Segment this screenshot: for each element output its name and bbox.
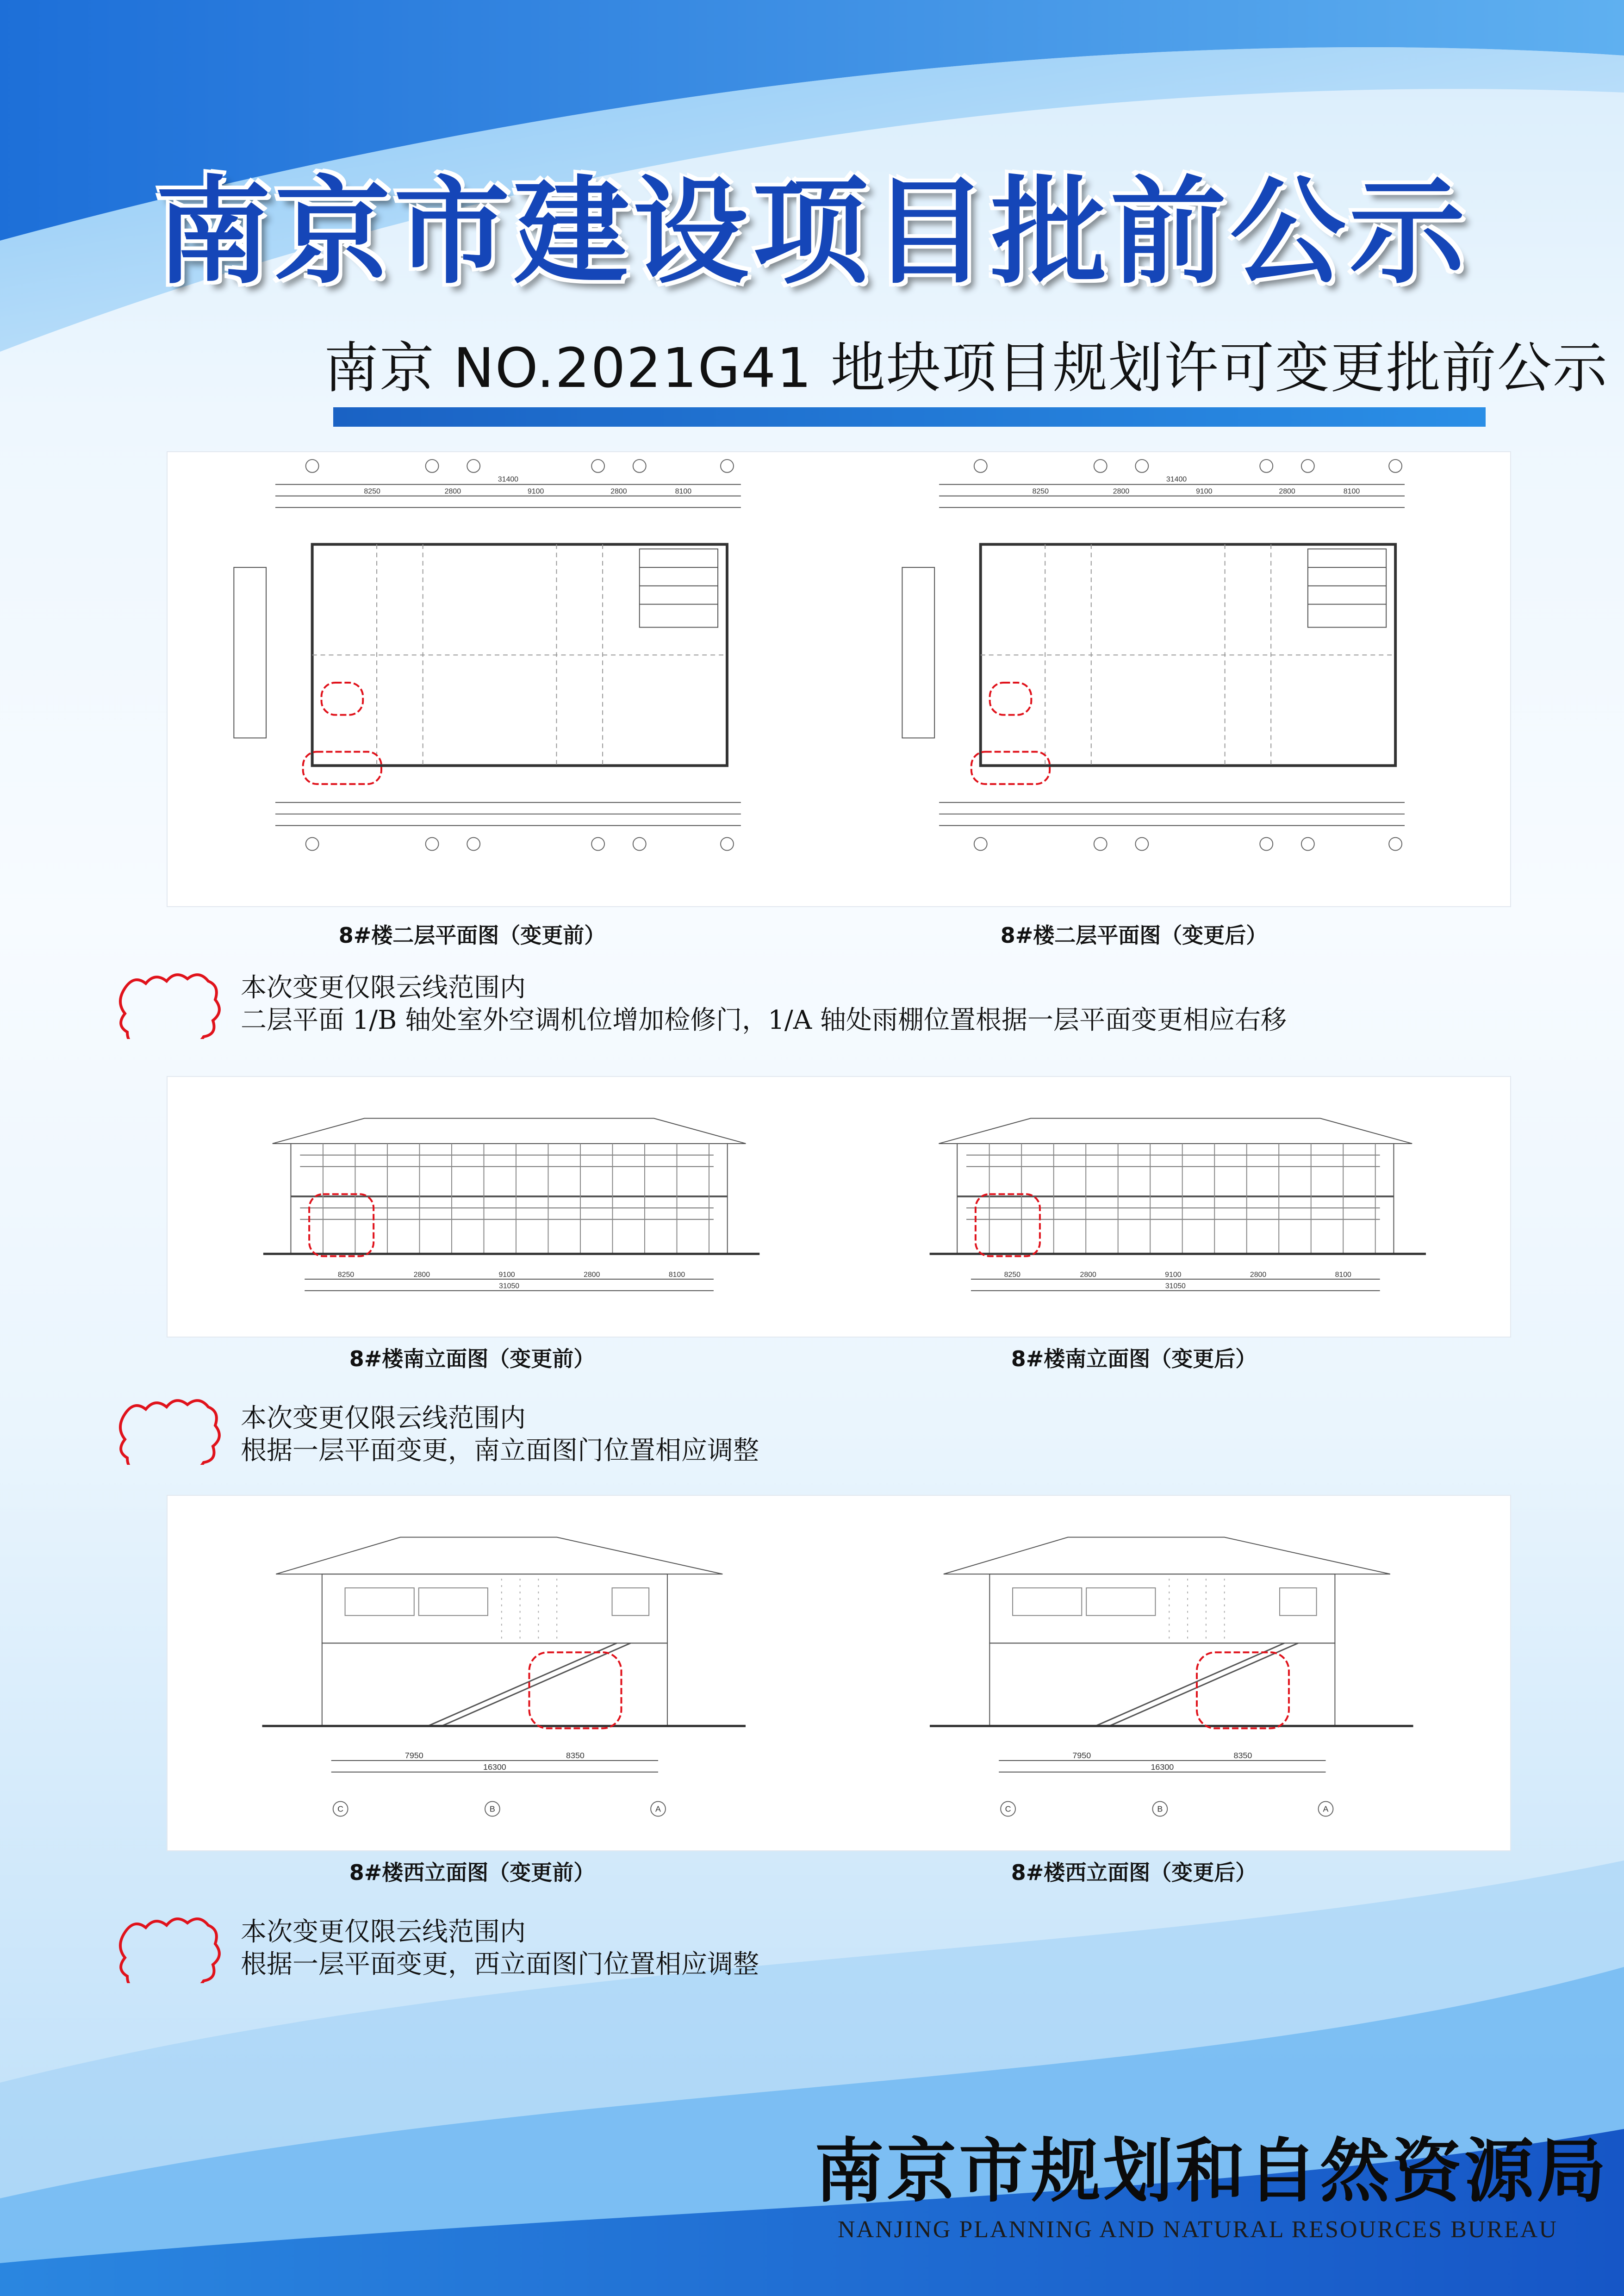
project-subtitle: 南京 NO.2021G41 地块项目规划许可变更批前公示 (324, 336, 1608, 400)
floor-plan-drawings (168, 452, 1510, 906)
revision-cloud (529, 1652, 621, 1728)
south-dim-2: 2800 (413, 1270, 430, 1279)
plan-dim-4-after: 2800 (1279, 487, 1295, 496)
plan-dim-1-after: 8250 (1032, 487, 1049, 496)
plan-total-dim-after: 31400 (1166, 475, 1187, 484)
west-dim-2: 8350 (566, 1751, 585, 1761)
west-axis-c-after: C (1005, 1804, 1011, 1814)
revision-cloud (303, 752, 381, 784)
south-elevation-drawings (168, 1077, 1510, 1337)
west-elevation-drawings (168, 1496, 1510, 1850)
subtitle-rule (333, 407, 1486, 427)
plan-dim-1: 8250 (364, 487, 380, 496)
west-before-caption: 8#楼西立面图（变更前） (349, 1860, 595, 1885)
west-axis-b: B (489, 1804, 495, 1814)
plan-note (241, 972, 1287, 1037)
south-after (930, 1118, 1426, 1290)
south-before (263, 1118, 759, 1290)
west-dim-1: 7950 (404, 1751, 423, 1761)
west-dim-2-after: 8350 (1233, 1751, 1252, 1761)
plan-dim-4: 2800 (610, 487, 627, 496)
revision-cloud (976, 1194, 1040, 1256)
bureau-name-cn: 南京市规划和自然资源局 (815, 2130, 1609, 2212)
plan-before-caption: 8#楼二层平面图（变更前） (338, 923, 606, 948)
plan-dim-2-after: 2800 (1113, 487, 1130, 496)
west-note (241, 1916, 759, 1981)
revision-cloud (990, 683, 1032, 715)
plan-total-dim: 31400 (498, 475, 519, 484)
south-total-after: 31050 (1165, 1282, 1186, 1290)
legend-revision-cloud (116, 970, 227, 1039)
south-elevation-panel (167, 1076, 1511, 1338)
west-elevation-panel (167, 1495, 1511, 1851)
plan-before (234, 485, 741, 826)
south-dim-2-after: 2800 (1080, 1270, 1096, 1279)
south-dim-3-after: 9100 (1165, 1270, 1182, 1279)
bureau-name-en: NANJING PLANNING AND NATURAL RESOURCES BUREAU (838, 2216, 1558, 2243)
plan-dim-3-after: 9100 (1196, 487, 1213, 496)
west-axis-c: C (337, 1804, 344, 1814)
south-total: 31050 (499, 1282, 520, 1290)
note-line: 本次变更仅限云线范围内 (241, 1917, 526, 1947)
revision-cloud (322, 683, 363, 715)
west-axis-a-after: A (1323, 1804, 1329, 1814)
south-note (241, 1402, 759, 1467)
page-title: 南京市建设项目批前公示 (155, 163, 1469, 299)
west-axis-a: A (655, 1804, 661, 1814)
plan-dim-3: 9100 (527, 487, 544, 496)
west-before (262, 1537, 746, 1772)
south-before-caption: 8#楼南立面图（变更前） (349, 1346, 595, 1371)
west-axis-b-after: B (1157, 1804, 1163, 1814)
west-dim-1-after: 7950 (1072, 1751, 1091, 1761)
plan-dim-5-after: 8100 (1343, 487, 1360, 496)
south-after-caption: 8#楼南立面图（变更后） (1011, 1346, 1257, 1371)
legend-revision-cloud (116, 1395, 227, 1465)
west-total-after: 16300 (1151, 1762, 1174, 1772)
legend-revision-cloud (116, 1914, 227, 1983)
south-dim-1: 8250 (337, 1270, 355, 1279)
south-dim-5: 8100 (668, 1270, 685, 1279)
plan-dim-5: 8100 (675, 487, 692, 496)
west-total: 16300 (483, 1762, 506, 1772)
plan-after (902, 485, 1405, 826)
south-dim-4-after: 2800 (1250, 1270, 1267, 1279)
note-line: 本次变更仅限云线范围内 (241, 973, 526, 1003)
south-dim-5-after: 8100 (1335, 1270, 1351, 1279)
south-dim-1-after: 8250 (1004, 1270, 1020, 1279)
west-after (930, 1537, 1413, 1772)
west-after-caption: 8#楼西立面图（变更后） (1011, 1860, 1257, 1885)
plan-drawings-panel (167, 451, 1511, 907)
revision-cloud (309, 1194, 373, 1256)
plan-dim-2: 2800 (444, 487, 461, 496)
note-line: 二层平面 1/B 轴处室外空调机位增加检修门，1/A 轴处雨棚位置根据一层平面变更相应右移 (241, 1005, 1287, 1035)
revision-cloud (1197, 1652, 1289, 1728)
note-line: 根据一层平面变更，西立面图门位置相应调整 (241, 1949, 759, 1979)
revision-cloud (971, 752, 1050, 784)
plan-after-caption: 8#楼二层平面图（变更后） (1000, 923, 1268, 948)
note-line: 根据一层平面变更，南立面图门位置相应调整 (241, 1436, 759, 1466)
south-dim-4: 2800 (584, 1270, 600, 1279)
south-dim-3: 9100 (498, 1270, 515, 1279)
note-line: 本次变更仅限云线范围内 (241, 1403, 526, 1433)
